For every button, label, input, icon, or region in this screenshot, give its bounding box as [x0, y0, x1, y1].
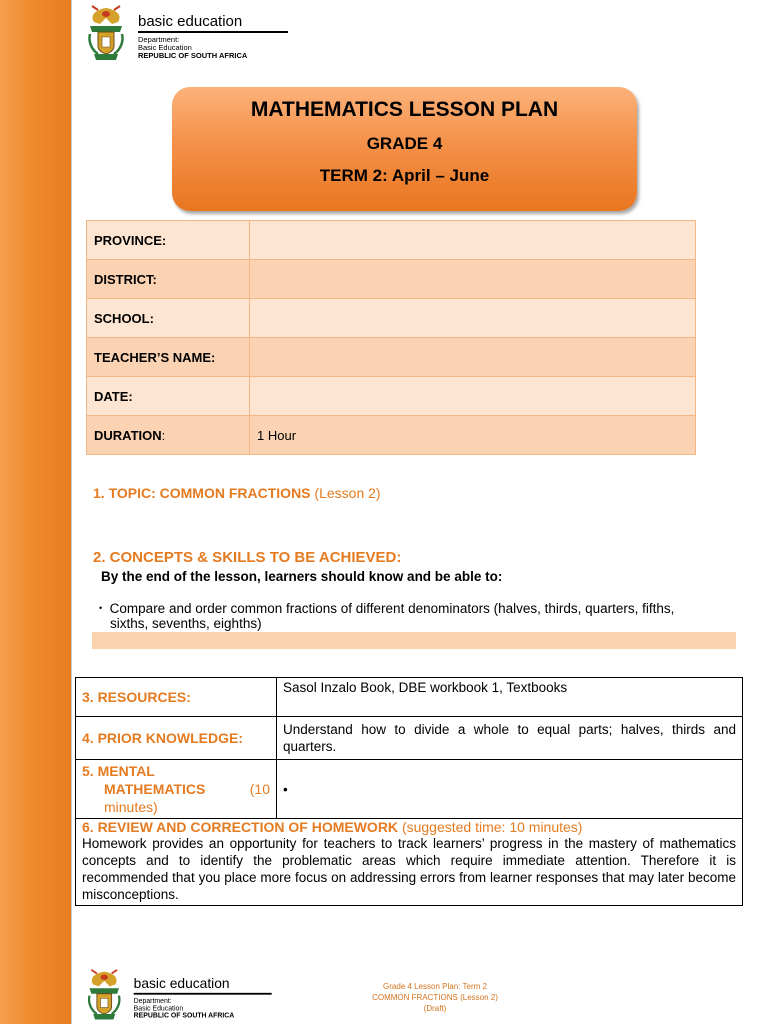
side-divider: [71, 0, 72, 1024]
footer-line-3: (Draft): [423, 1004, 447, 1013]
page-footer: [320, 981, 550, 1014]
document-title: MATHEMATICS LESSON PLAN: [250, 98, 559, 121]
logo-line-department: Department:: [138, 34, 180, 44]
grade-label: GRADE 4: [366, 134, 443, 153]
table-row: [87, 299, 696, 338]
topic-heading-text: 1. TOPIC: COMMON FRACTIONS: [93, 485, 311, 501]
table-row: [87, 338, 696, 377]
district-label: DISTRICT:: [87, 260, 250, 299]
concepts-bullet: [99, 601, 674, 616]
homework-suggested-time: (suggested time: 10 minutes): [401, 819, 583, 835]
date-label: DATE:: [87, 377, 250, 416]
duration-field[interactable]: 1 Hour: [250, 416, 696, 455]
dbe-logo-footer: [84, 968, 272, 1021]
footer-line-2: COMMON FRACTIONS (Lesson 2): [372, 993, 498, 1002]
teacher-name-field[interactable]: [250, 338, 696, 377]
logo-rule: [134, 993, 272, 994]
coat-of-arms-icon: [84, 4, 128, 62]
district-field[interactable]: [250, 260, 696, 299]
duration-label-cell: [87, 416, 250, 455]
date-field[interactable]: [250, 377, 696, 416]
table-row: [87, 221, 696, 260]
school-label: SCHOOL:: [87, 299, 250, 338]
mental-maths-label-line2: MATHEMATICS: [104, 781, 206, 797]
homework-cell: [76, 819, 743, 906]
table-row: [87, 377, 696, 416]
title-banner: [172, 87, 637, 211]
homework-heading-text: 6. REVIEW AND CORRECTION OF HOMEWORK: [82, 819, 399, 835]
province-field[interactable]: [250, 221, 696, 260]
concepts-heading: 2. CONCEPTS & SKILLS TO BE ACHIEVED:: [93, 549, 402, 566]
dbe-logo-header: [84, 4, 288, 62]
mental-maths-label: [76, 760, 277, 819]
logo-line-basic-education: Basic Education: [138, 42, 192, 52]
logo-line-basic-education: Basic Education: [133, 1003, 184, 1012]
mental-maths-bullet: •: [283, 781, 288, 797]
table-row: [76, 717, 743, 760]
prior-knowledge-label: 4. PRIOR KNOWLEDGE:: [76, 717, 277, 760]
school-info-table: [86, 220, 696, 455]
table-row: [87, 416, 696, 455]
lesson-details-table: [75, 677, 743, 906]
table-row: [76, 678, 743, 717]
mental-maths-label-time: (10: [249, 781, 270, 797]
term-label: TERM 2: April – June: [319, 166, 490, 185]
mental-maths-label-line1: 5. MENTAL: [82, 763, 155, 779]
mental-maths-label-line2-row: [82, 780, 270, 798]
logo-rule: [138, 31, 288, 33]
mental-maths-label-line3: minutes): [104, 799, 158, 815]
logo-line-department: Department:: [133, 996, 172, 1005]
topic-heading: [93, 485, 381, 501]
resources-label: 3. RESOURCES:: [76, 678, 277, 717]
teacher-name-label: TEACHER’S NAME:: [87, 338, 250, 377]
school-field[interactable]: [250, 299, 696, 338]
resources-value: Sasol Inzalo Book, DBE workbook 1, Textbooks: [277, 678, 743, 717]
prior-knowledge-value: Understand how to divide a whole to equal parts; halves, thirds and quarters.: [277, 717, 743, 760]
bullet-dot: •: [99, 603, 103, 613]
section-divider-strip: [92, 632, 736, 649]
duration-label: DURATION: [94, 427, 162, 443]
homework-body: Homework provides an opportunity for teachers to track learners’ progress in the mastery of mathematics concepts and to identify the problematic areas which require immediate attention. Therefore it is recommended that you place more focus on addressing errors from learner responses that may later become misconceptions.: [82, 836, 736, 902]
logo-title: basic education: [138, 13, 243, 30]
logo-line-country: REPUBLIC OF SOUTH AFRICA: [133, 1010, 235, 1020]
side-decoration-bar: [0, 0, 71, 1024]
province-label: PROVINCE:: [87, 221, 250, 260]
concepts-bullet-line2: sixths, sevenths, eighths): [110, 616, 262, 631]
logo-title: basic education: [133, 976, 230, 992]
topic-lesson-number: (Lesson 2): [314, 485, 381, 501]
footer-line-1: Grade 4 Lesson Plan: Term 2: [383, 982, 487, 991]
table-row: [87, 260, 696, 299]
concepts-intro: By the end of the lesson, learners should know and be able to:: [101, 569, 503, 584]
duration-label-colon: :: [161, 427, 166, 443]
table-row: [76, 819, 743, 906]
mental-maths-value: [277, 760, 743, 819]
coat-of-arms-icon: [84, 968, 124, 1021]
table-row: [76, 760, 743, 819]
homework-heading: [82, 819, 736, 835]
concepts-bullet-line1: Compare and order common fractions of different denominators (halves, thirds, quarters, fifths,: [109, 601, 675, 616]
logo-line-country: REPUBLIC OF SOUTH AFRICA: [138, 50, 248, 60]
